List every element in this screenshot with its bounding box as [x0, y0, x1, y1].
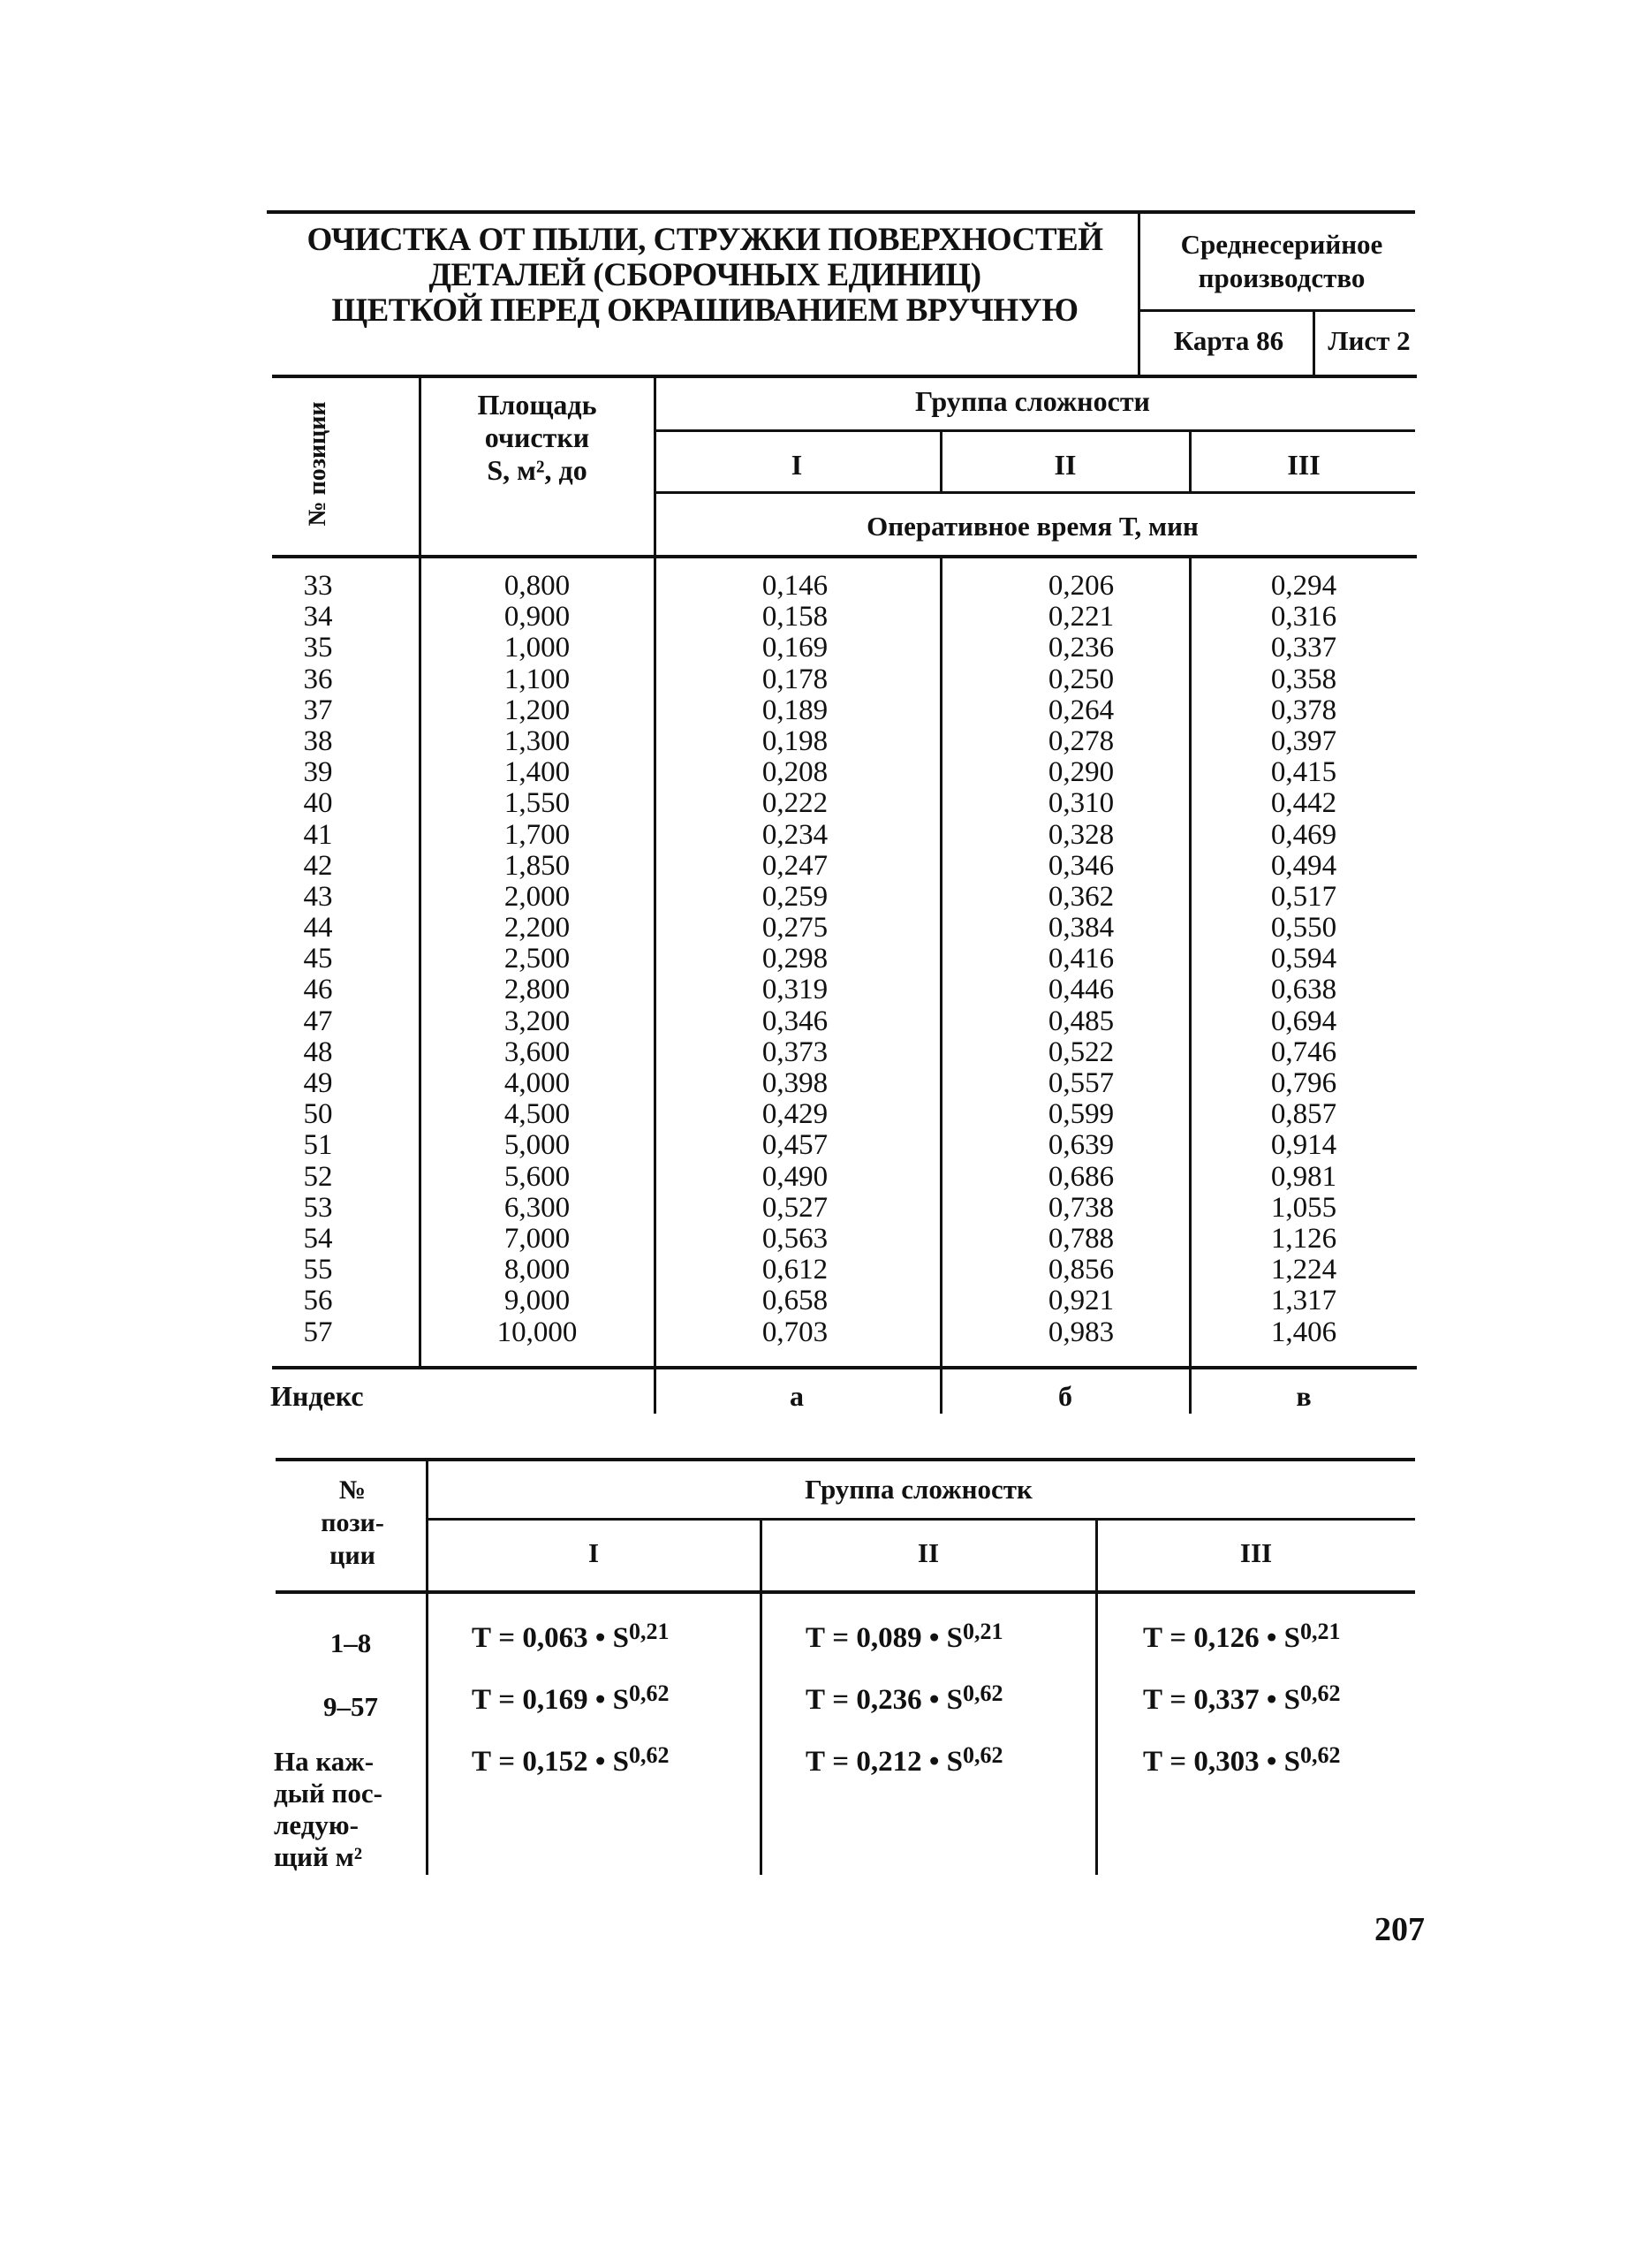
row-area-cell: 2,200 [503, 912, 571, 944]
row-time-i-cell: 0,457 [761, 1129, 829, 1162]
table2-vline-2 [760, 1518, 762, 1875]
formula-base: Т = 0,236 • S [806, 1684, 963, 1716]
row-time-ii-cell: 0,522 [1048, 1035, 1115, 1068]
table2-position-header [279, 1474, 426, 1572]
position-column [274, 571, 362, 1348]
row-position-cell: 49 [303, 1067, 333, 1099]
row-time-ii-cell: 0,416 [1048, 943, 1115, 975]
row-position-cell: 38 [303, 724, 333, 757]
row-time-ii-cell: 0,639 [1048, 1129, 1115, 1162]
row-area-cell: 10,000 [496, 1316, 578, 1348]
table1-body-bottom-rule [272, 1366, 1417, 1369]
row-position-cell: 56 [303, 1285, 333, 1317]
row-time-i-cell: 0,178 [761, 663, 829, 695]
table1-top-rule [272, 375, 1417, 378]
row-time-i-cell: 0,612 [761, 1254, 829, 1286]
row-time-iii-cell: 0,442 [1270, 787, 1337, 820]
row-area-cell: 1,100 [503, 663, 571, 695]
row-time-i-cell: 0,658 [761, 1285, 829, 1317]
row-time-ii-cell: 0,290 [1048, 756, 1115, 789]
t2-pos-header-line-2: пози- [321, 1508, 384, 1537]
row-time-i-cell: 0,146 [761, 570, 829, 602]
row-position-cell: 51 [303, 1129, 333, 1162]
row-time-iii-cell: 0,415 [1270, 756, 1337, 789]
row-time-i-cell: 0,298 [761, 943, 829, 975]
formula-r1-g3 [1143, 1619, 1341, 1655]
row-area-cell: 1,700 [503, 818, 571, 851]
row-position-cell: 36 [303, 663, 333, 695]
row-time-iii-cell: 1,055 [1270, 1191, 1337, 1224]
group-ii-header: II [1054, 449, 1077, 481]
formula-base: Т = 0,126 • S [1143, 1622, 1300, 1654]
row-time-iii-cell: 0,397 [1270, 724, 1337, 757]
formula-base: Т = 0,303 • S [1143, 1746, 1300, 1778]
row-time-i-cell: 0,703 [761, 1316, 829, 1348]
row-time-iii-cell: 0,550 [1270, 912, 1337, 944]
header-card-rule [1138, 309, 1415, 312]
row-time-i-cell: 0,189 [761, 694, 829, 726]
group-iii-header: III [1287, 449, 1321, 481]
row-time-ii-cell: 0,264 [1048, 694, 1115, 726]
row-position-cell: 44 [303, 912, 333, 944]
t2-pos-header-line-1: № [338, 1475, 367, 1505]
row-time-iii-cell: 0,857 [1270, 1098, 1337, 1131]
row-time-ii-cell: 0,485 [1048, 1005, 1115, 1037]
group-i-header: I [791, 449, 803, 481]
table2-group-header: Группа сложностк [805, 1474, 1033, 1505]
formula-exponent: 0,62 [1299, 1742, 1341, 1768]
row-time-i-cell: 0,527 [761, 1191, 829, 1224]
index-value-i: а [790, 1380, 804, 1412]
formula-base: Т = 0,152 • S [472, 1746, 629, 1778]
row-time-iii-cell: 0,517 [1270, 880, 1337, 913]
row-area-cell: 3,200 [503, 1005, 571, 1037]
row-area-cell: 5,000 [503, 1129, 571, 1162]
formula-exponent: 0,21 [962, 1619, 1003, 1644]
row-time-i-cell: 0,398 [761, 1067, 829, 1099]
sheet-number: Лист 2 [1328, 325, 1411, 356]
index-value-ii: б [1058, 1380, 1072, 1412]
row-area-cell: 8,000 [503, 1254, 571, 1286]
row-time-i-cell: 0,158 [761, 601, 829, 633]
row-time-i-cell: 0,234 [761, 818, 829, 851]
formula-base: Т = 0,089 • S [806, 1622, 963, 1654]
row-time-i-cell: 0,346 [761, 1005, 829, 1037]
row-time-i-cell: 0,319 [761, 974, 829, 1006]
row-time-ii-cell: 0,384 [1048, 912, 1115, 944]
t2-row-label-2: 9–57 [323, 1691, 378, 1722]
row-position-cell: 33 [303, 570, 333, 602]
row-time-iii-cell: 0,316 [1270, 601, 1337, 633]
row-time-ii-cell: 0,446 [1048, 974, 1115, 1006]
formula-base: Т = 0,063 • S [472, 1622, 629, 1654]
area-header-line-1: Площадь [477, 389, 597, 421]
row-position-cell: 43 [303, 880, 333, 913]
row-time-i-cell: 0,169 [761, 632, 829, 664]
title-line-2: ДЕТАЛЕЙ (СБОРОЧНЫХ ЕДИНИЦ) [428, 257, 981, 293]
row-area-cell: 1,400 [503, 756, 571, 789]
row-area-cell: 2,800 [503, 974, 571, 1006]
row-time-ii-cell: 0,310 [1048, 787, 1115, 820]
group-iii-column [1189, 571, 1419, 1348]
formula-r1-g1 [472, 1619, 670, 1655]
table2-group-rule [428, 1518, 1415, 1521]
formula-r1-g2 [806, 1619, 1003, 1655]
row-time-ii-cell: 0,983 [1048, 1316, 1115, 1348]
production-line-2: производство [1198, 262, 1366, 293]
row-time-i-cell: 0,222 [761, 787, 829, 820]
t2-pos-header-line-3: ции [329, 1541, 375, 1570]
row-time-ii-cell: 0,250 [1048, 663, 1115, 695]
area-column [422, 571, 652, 1348]
formula-r2-g2 [806, 1680, 1003, 1717]
row-time-i-cell: 0,373 [761, 1035, 829, 1068]
card-number: Карта 86 [1173, 325, 1284, 356]
row-time-iii-cell: 0,294 [1270, 570, 1337, 602]
t2-row3-line-2: дый пос- [274, 1778, 382, 1809]
formula-exponent: 0,62 [962, 1680, 1003, 1706]
row-position-cell: 50 [303, 1098, 333, 1131]
group-i-column [654, 571, 936, 1348]
row-area-cell: 7,000 [503, 1222, 571, 1255]
row-time-iii-cell: 0,594 [1270, 943, 1337, 975]
row-position-cell: 45 [303, 943, 333, 975]
row-position-cell: 40 [303, 787, 333, 820]
row-time-ii-cell: 0,362 [1048, 880, 1115, 913]
row-position-cell: 57 [303, 1316, 333, 1348]
row-time-iii-cell: 0,358 [1270, 663, 1337, 695]
row-time-i-cell: 0,208 [761, 756, 829, 789]
row-area-cell: 9,000 [503, 1285, 571, 1317]
row-time-iii-cell: 0,638 [1270, 974, 1337, 1006]
row-time-i-cell: 0,490 [761, 1160, 829, 1193]
row-position-cell: 35 [303, 632, 333, 664]
formula-r2-g3 [1143, 1680, 1341, 1717]
formula-base: Т = 0,169 • S [472, 1684, 629, 1716]
row-time-i-cell: 0,429 [761, 1098, 829, 1131]
row-time-ii-cell: 0,599 [1048, 1098, 1115, 1131]
row-area-cell: 1,200 [503, 694, 571, 726]
row-area-cell: 1,000 [503, 632, 571, 664]
row-area-cell: 3,600 [503, 1035, 571, 1068]
row-position-cell: 41 [303, 818, 333, 851]
row-area-cell: 0,800 [503, 570, 571, 602]
row-time-iii-cell: 0,337 [1270, 632, 1337, 664]
position-column-header: № позиции [304, 401, 331, 527]
row-time-i-cell: 0,563 [761, 1222, 829, 1255]
row-area-cell: 5,600 [503, 1160, 571, 1193]
title-line-1: ОЧИСТКА ОТ ПЫЛИ, СТРУЖКИ ПОВЕРХНОСТЕЙ [307, 222, 1103, 258]
index-value-iii: в [1296, 1380, 1312, 1412]
row-time-iii-cell: 0,469 [1270, 818, 1337, 851]
row-area-cell: 6,300 [503, 1191, 571, 1224]
row-time-i-cell: 0,275 [761, 912, 829, 944]
t2-group-ii-header: II [917, 1537, 940, 1568]
t2-group-iii-header: III [1239, 1537, 1273, 1568]
table2-header-bottom-rule [276, 1590, 1415, 1594]
row-time-iii-cell: 0,746 [1270, 1035, 1337, 1068]
row-time-iii-cell: 0,796 [1270, 1067, 1337, 1099]
row-time-iii-cell: 1,406 [1270, 1316, 1337, 1348]
index-label: Индекс [270, 1380, 364, 1412]
formula-base: Т = 0,337 • S [1143, 1684, 1300, 1716]
table2-top-rule [276, 1458, 1415, 1461]
row-time-ii-cell: 0,738 [1048, 1191, 1115, 1224]
group-header-rule [654, 429, 1415, 432]
row-time-ii-cell: 0,856 [1048, 1254, 1115, 1286]
row-position-cell: 37 [303, 694, 333, 726]
row-position-cell: 47 [303, 1005, 333, 1037]
t2-row-label-3 [274, 1746, 424, 1873]
row-time-ii-cell: 0,206 [1048, 570, 1115, 602]
row-time-iii-cell: 0,981 [1270, 1160, 1337, 1193]
row-time-i-cell: 0,247 [761, 849, 829, 882]
row-time-iii-cell: 1,126 [1270, 1222, 1337, 1255]
operative-time-header: Оперативное время Т, мин [867, 511, 1199, 542]
row-area-cell: 4,500 [503, 1098, 571, 1131]
row-position-cell: 39 [303, 756, 333, 789]
table1-vline-1 [419, 376, 421, 1368]
row-position-cell: 55 [303, 1254, 333, 1286]
row-time-iii-cell: 0,378 [1270, 694, 1337, 726]
row-time-i-cell: 0,259 [761, 880, 829, 913]
row-time-iii-cell: 1,317 [1270, 1285, 1337, 1317]
formula-r3-g1 [472, 1742, 670, 1779]
row-time-ii-cell: 0,221 [1048, 601, 1115, 633]
area-column-header [422, 389, 652, 487]
formula-exponent: 0,21 [628, 1619, 670, 1644]
row-time-ii-cell: 0,557 [1048, 1067, 1115, 1099]
formula-exponent: 0,62 [962, 1742, 1003, 1768]
table1-header-bottom-rule [272, 555, 1417, 558]
row-time-i-cell: 0,198 [761, 724, 829, 757]
production-line-1: Среднесерийное [1180, 229, 1383, 260]
row-time-iii-cell: 0,694 [1270, 1005, 1337, 1037]
row-area-cell: 1,850 [503, 849, 571, 882]
production-type [1139, 228, 1424, 295]
row-position-cell: 34 [303, 601, 333, 633]
formula-exponent: 0,21 [1299, 1619, 1341, 1644]
title-line-3: ЩЕТКОЙ ПЕРЕД ОКРАШИВАНИЕМ ВРУЧНУЮ [331, 292, 1079, 329]
formula-base: Т = 0,212 • S [806, 1746, 963, 1778]
group-numbers-rule [654, 491, 1415, 494]
row-area-cell: 4,000 [503, 1067, 571, 1099]
row-time-iii-cell: 1,224 [1270, 1254, 1337, 1286]
document-title [281, 223, 1129, 329]
table2-vline-3 [1095, 1518, 1098, 1875]
table2-vline-1 [426, 1460, 428, 1875]
row-position-cell: 46 [303, 974, 333, 1006]
row-time-ii-cell: 0,346 [1048, 849, 1115, 882]
formula-exponent: 0,62 [628, 1680, 670, 1706]
row-time-ii-cell: 0,788 [1048, 1222, 1115, 1255]
row-area-cell: 0,900 [503, 601, 571, 633]
row-time-ii-cell: 0,236 [1048, 632, 1115, 664]
formula-r2-g1 [472, 1680, 670, 1717]
row-time-iii-cell: 0,914 [1270, 1129, 1337, 1162]
formula-exponent: 0,62 [1299, 1680, 1341, 1706]
group-ii-column [940, 571, 1222, 1348]
row-area-cell: 2,000 [503, 880, 571, 913]
row-time-ii-cell: 0,686 [1048, 1160, 1115, 1193]
t2-group-i-header: I [587, 1537, 600, 1568]
row-time-ii-cell: 0,921 [1048, 1285, 1115, 1317]
page-number: 207 [1374, 1911, 1425, 1948]
row-area-cell: 1,300 [503, 724, 571, 757]
t2-row3-line-1: На каж- [274, 1746, 375, 1777]
area-header-line-3: S, м², до [487, 454, 587, 486]
row-position-cell: 48 [303, 1035, 333, 1068]
row-position-cell: 52 [303, 1160, 333, 1193]
row-area-cell: 2,500 [503, 943, 571, 975]
formula-exponent: 0,62 [628, 1742, 670, 1768]
row-position-cell: 54 [303, 1222, 333, 1255]
t2-row3-line-3: ледую- [274, 1809, 359, 1840]
row-area-cell: 1,550 [503, 787, 571, 820]
row-position-cell: 42 [303, 849, 333, 882]
area-header-line-2: очистки [484, 421, 590, 453]
row-position-cell: 53 [303, 1191, 333, 1224]
formula-r3-g2 [806, 1742, 1003, 1779]
t2-row3-line-4: щий м² [274, 1841, 363, 1872]
complexity-group-header: Группа сложности [915, 385, 1150, 417]
header-top-rule [267, 210, 1415, 214]
formula-r3-g3 [1143, 1742, 1341, 1779]
row-time-iii-cell: 0,494 [1270, 849, 1337, 882]
t2-row-label-1: 1–8 [329, 1627, 372, 1658]
row-time-ii-cell: 0,278 [1048, 724, 1115, 757]
row-time-ii-cell: 0,328 [1048, 818, 1115, 851]
